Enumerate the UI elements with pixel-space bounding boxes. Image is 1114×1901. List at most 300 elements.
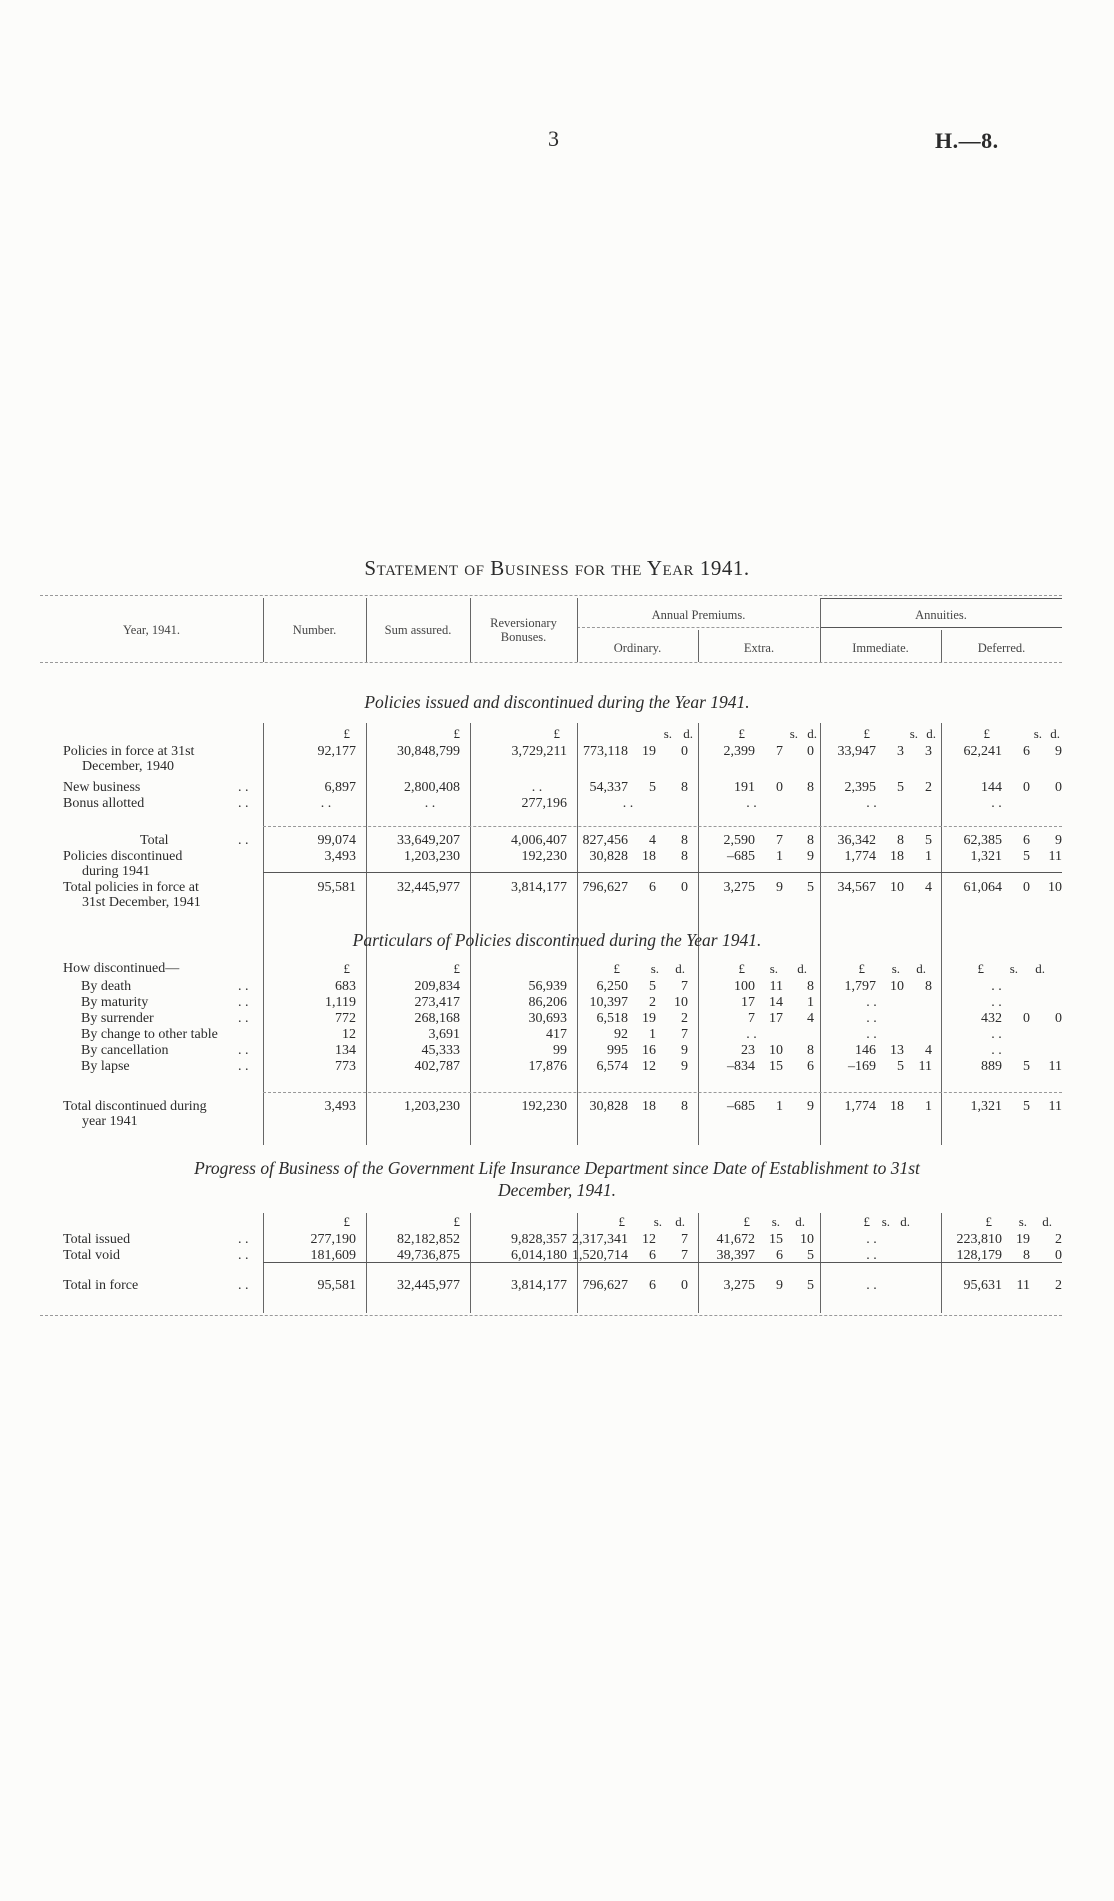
deferred-empty: . . (991, 1043, 1002, 1058)
extra-shillings: 15 (769, 1059, 783, 1074)
ordinary-pounds: 6,574 (596, 1059, 628, 1074)
header-deferred: Deferred. (977, 641, 1026, 655)
ordinary-pence: 0 (681, 1278, 688, 1293)
number-cell: 181,609 (310, 1248, 356, 1263)
deferred-shillings: 5 (1023, 1059, 1030, 1074)
ordinary-pence: 9 (681, 1059, 688, 1074)
extra-pence: 10 (800, 1232, 814, 1247)
number-cell-empty: . . (320, 796, 332, 811)
sum-cell: 49,736,875 (397, 1248, 460, 1263)
unit-shilling: s. (909, 726, 918, 741)
unit-pence: d. (795, 1214, 805, 1229)
deferred-pounds: 889 (981, 1059, 1002, 1074)
unit-pound: £ (453, 726, 460, 741)
sum-cell: 1,203,230 (404, 849, 460, 864)
extra-shillings: 0 (776, 780, 783, 795)
unit-shilling: s. (789, 726, 798, 741)
immediate-pence: 1 (925, 849, 932, 864)
ordinary-pounds: 995 (607, 1043, 628, 1058)
number-cell: 772 (335, 1011, 356, 1026)
unit-shilling: s. (650, 961, 659, 976)
header-annual-premiums: Annual Premiums. (651, 608, 746, 622)
immediate-pence: 8 (925, 979, 932, 994)
header-ordinary: Ordinary. (613, 641, 662, 655)
ordinary-shillings: 2 (649, 995, 656, 1010)
extra-pounds: 41,672 (716, 1232, 755, 1247)
title-text: Statement of Business for the Year (364, 556, 695, 580)
sum-cell: 30,848,799 (397, 744, 460, 759)
extra-pounds: 191 (734, 780, 755, 795)
unit-pound: £ (738, 726, 745, 741)
deferred-pence: 11 (1048, 849, 1062, 864)
leader-dots: . . (238, 1059, 249, 1074)
leader-dots: . . (238, 995, 249, 1010)
sum-cell: 32,445,977 (397, 1278, 460, 1293)
deferred-shillings: 19 (1016, 1232, 1030, 1247)
immediate-pence: 11 (918, 1059, 932, 1074)
ordinary-pence: 7 (681, 979, 688, 994)
deferred-pounds: 128,179 (956, 1248, 1002, 1263)
unit-pound: £ (618, 1214, 625, 1229)
row-label: Policies in force at 31st (63, 744, 195, 759)
extra-pence: 8 (807, 1043, 814, 1058)
header-year: Year, 1941. (123, 623, 180, 637)
deferred-shillings: 11 (1016, 1278, 1030, 1293)
deferred-shillings: 8 (1023, 1248, 1030, 1263)
deferred-empty: . . (991, 979, 1002, 994)
ordinary-shillings: 6 (649, 1278, 656, 1293)
immediate-pence: 1 (925, 1099, 932, 1114)
unit-pound: £ (863, 1214, 870, 1229)
section1-subtotal-rule (263, 826, 1062, 827)
unit-pound: £ (613, 961, 620, 976)
extra-shillings: 1 (776, 849, 783, 864)
immediate-shillings: 5 (897, 1059, 904, 1074)
unit-pence: d. (926, 726, 936, 741)
leader-dots: . . (238, 1043, 249, 1058)
immediate-empty: . . (866, 1232, 877, 1247)
row-label: By cancellation (81, 1043, 169, 1058)
col-divider (698, 1213, 699, 1313)
ordinary-shillings: 12 (642, 1232, 656, 1247)
number-cell: 92,177 (317, 744, 356, 759)
immediate-pounds: 36,342 (837, 833, 876, 848)
extra-shillings: 14 (769, 995, 783, 1010)
immediate-shillings: 10 (890, 880, 904, 895)
deferred-empty: . . (991, 1027, 1002, 1042)
bonus-cell: 277,196 (521, 796, 567, 811)
deferred-pounds: 62,385 (963, 833, 1002, 848)
unit-pound: £ (453, 961, 460, 976)
bonus-cell-empty: . . (531, 780, 543, 795)
extra-empty: . . (746, 796, 757, 811)
row-label: New business (63, 780, 141, 795)
immediate-pounds: 1,774 (844, 849, 876, 864)
immediate-shillings: 13 (890, 1043, 904, 1058)
header-reversionary: Reversionary (490, 616, 557, 630)
extra-pence: 8 (807, 979, 814, 994)
bonus-cell: 86,206 (528, 995, 567, 1010)
bonus-cell: 17,876 (528, 1059, 567, 1074)
immediate-pence: 5 (925, 833, 932, 848)
sum-cell: 273,417 (414, 995, 460, 1010)
number-cell: 6,897 (324, 780, 356, 795)
ordinary-pence: 8 (681, 849, 688, 864)
leader-dots: . . (238, 979, 249, 994)
extra-pence: 9 (807, 1099, 814, 1114)
deferred-shillings: 5 (1023, 849, 1030, 864)
row-label: By surrender (81, 1011, 154, 1026)
unit-pound: £ (343, 961, 350, 976)
deferred-pence: 10 (1048, 880, 1062, 895)
unit-shilling: s. (769, 961, 778, 976)
extra-pence: 6 (807, 1059, 814, 1074)
bonus-cell: 9,828,357 (511, 1232, 567, 1247)
ordinary-shillings: 18 (642, 849, 656, 864)
unit-pound: £ (743, 1214, 750, 1229)
ordinary-pounds: 10,397 (589, 995, 628, 1010)
col-divider (577, 1213, 578, 1313)
ordinary-pence: 8 (681, 780, 688, 795)
header-bottom-rule (40, 662, 1062, 663)
immediate-shillings: 18 (890, 849, 904, 864)
section1-heading: Policies issued and discontinued during the Year 1941. (364, 692, 750, 712)
ordinary-pounds: 30,828 (589, 849, 628, 864)
ordinary-shillings: 19 (642, 1011, 656, 1026)
unit-shilling: s. (771, 1214, 780, 1229)
immediate-pounds: 33,947 (837, 744, 876, 759)
extra-pence: 5 (807, 1278, 814, 1293)
immediate-pence: 2 (925, 780, 932, 795)
annuities-sub-rule (820, 627, 1062, 628)
immediate-shillings: 18 (890, 1099, 904, 1114)
ordinary-pence: 7 (681, 1248, 688, 1263)
immediate-pounds: 1,797 (844, 979, 876, 994)
deferred-shillings: 0 (1023, 1011, 1030, 1026)
unit-pence: d. (1042, 1214, 1052, 1229)
sum-cell: 3,691 (428, 1027, 460, 1042)
deferred-pounds: 1,321 (970, 1099, 1002, 1114)
extra-pence: 4 (807, 1011, 814, 1026)
sum-cell: 402,787 (414, 1059, 460, 1074)
number-cell: 683 (335, 979, 356, 994)
header-bonuses: Bonuses. (500, 630, 547, 644)
deferred-pounds: 95,631 (963, 1278, 1002, 1293)
section2-heading: Particulars of Policies discontinued during the Year 1941. (352, 930, 762, 950)
extra-pounds: 100 (734, 979, 755, 994)
col-divider (263, 1213, 264, 1313)
ordinary-pounds: 30,828 (589, 1099, 628, 1114)
extra-pounds: –685 (727, 1099, 755, 1114)
leader-dots: . . (238, 1248, 249, 1263)
row-label: Total policies in force at (63, 880, 199, 895)
deferred-shillings: 0 (1023, 780, 1030, 795)
extra-pence: 9 (807, 849, 814, 864)
ordinary-pounds: 6,518 (596, 1011, 628, 1026)
deferred-pounds: 1,321 (970, 849, 1002, 864)
leader-dots: . . (238, 796, 249, 811)
extra-pence: 1 (807, 995, 814, 1010)
extra-shillings: 10 (769, 1043, 783, 1058)
title-year: 1941. (699, 556, 750, 580)
immediate-shillings: 3 (897, 744, 904, 759)
ordinary-pounds: 773,118 (583, 744, 628, 759)
unit-pound: £ (738, 961, 745, 976)
ordinary-pounds: 796,627 (582, 880, 628, 895)
immediate-empty: . . (866, 995, 877, 1010)
deferred-pence: 2 (1055, 1232, 1062, 1247)
extra-pounds: 17 (741, 995, 755, 1010)
deferred-pence: 0 (1055, 1248, 1062, 1263)
row-label: Total issued (63, 1232, 131, 1247)
immediate-pence: 4 (925, 1043, 932, 1058)
ordinary-pounds: 827,456 (582, 833, 628, 848)
immediate-empty: . . (866, 796, 877, 811)
number-cell: 95,581 (317, 880, 356, 895)
bonus-cell: 30,693 (528, 1011, 567, 1026)
extra-pounds: 2,590 (723, 833, 755, 848)
extra-shillings: 9 (776, 880, 783, 895)
bonus-cell: 417 (546, 1027, 567, 1042)
deferred-shillings: 0 (1023, 880, 1030, 895)
leader-dots: . . (238, 1011, 249, 1026)
row-label: Total in force (63, 1278, 139, 1293)
deferred-pounds: 223,810 (956, 1232, 1002, 1247)
sum-cell: 45,333 (421, 1043, 460, 1058)
section3-heading-line1: Progress of Business of the Government Life Insurance Department since Date of Establishment to 31st (194, 1158, 920, 1178)
bonus-cell: 6,014,180 (511, 1248, 567, 1263)
bonus-cell: 99 (553, 1043, 567, 1058)
page-reference: H.—8. (935, 128, 999, 153)
leader-dots: . . (238, 1278, 249, 1293)
unit-pence: d. (675, 961, 685, 976)
bonus-cell: 3,814,177 (511, 1278, 567, 1293)
unit-pence: d. (683, 726, 693, 741)
bonus-cell: 3,729,211 (511, 744, 567, 759)
extra-shillings: 11 (769, 979, 783, 994)
number-cell: 99,074 (317, 833, 356, 848)
col-divider (470, 1213, 471, 1313)
ordinary-shillings: 5 (649, 780, 656, 795)
leader-dots: . . (238, 780, 249, 795)
number-cell: 3,493 (324, 849, 356, 864)
unit-pound: £ (453, 1214, 460, 1229)
sum-cell: 268,168 (414, 1011, 460, 1026)
deferred-pence: 0 (1055, 1011, 1062, 1026)
extra-empty: . . (746, 1027, 757, 1042)
unit-pound: £ (985, 1214, 992, 1229)
row-label-continued: 31st December, 1941 (82, 895, 201, 910)
deferred-empty: . . (991, 796, 1002, 811)
immediate-shillings: 8 (897, 833, 904, 848)
row-label: Total discontinued during (63, 1099, 207, 1114)
unit-pound: £ (858, 961, 865, 976)
deferred-pence: 11 (1048, 1059, 1062, 1074)
extra-shillings: 6 (776, 1248, 783, 1263)
deferred-empty: . . (991, 995, 1002, 1010)
ordinary-shillings: 1 (649, 1027, 656, 1042)
extra-pounds: 2,399 (723, 744, 755, 759)
extra-shillings: 7 (776, 833, 783, 848)
unit-pence: d. (1035, 961, 1045, 976)
sum-cell: 32,445,977 (397, 880, 460, 895)
deferred-pence: 0 (1055, 780, 1062, 795)
ordinary-pence: 0 (681, 744, 688, 759)
extra-pounds: 38,397 (716, 1248, 755, 1263)
unit-pound: £ (343, 1214, 350, 1229)
extra-pence: 5 (807, 1248, 814, 1263)
deferred-pence: 11 (1048, 1099, 1062, 1114)
row-label: Total void (63, 1248, 120, 1263)
statement-title (0, 556, 1114, 581)
number-cell: 277,190 (310, 1232, 356, 1247)
deferred-shillings: 6 (1023, 744, 1030, 759)
immediate-pounds: 1,774 (844, 1099, 876, 1114)
section2-total-rule (263, 1092, 1062, 1093)
unit-pound: £ (977, 961, 984, 976)
extra-pounds: –685 (727, 849, 755, 864)
extra-shillings: 9 (776, 1278, 783, 1293)
row-label: Policies discontinued (63, 849, 183, 864)
deferred-pounds: 62,241 (963, 744, 1002, 759)
ordinary-pence: 8 (681, 833, 688, 848)
number-cell: 1,119 (325, 995, 356, 1010)
unit-pence: d. (916, 961, 926, 976)
immediate-pence: 3 (925, 744, 932, 759)
header-annuities: Annuities. (915, 608, 967, 622)
bonus-cell: 192,230 (521, 849, 567, 864)
deferred-pounds: 61,064 (963, 880, 1002, 895)
number-cell: 773 (335, 1059, 356, 1074)
ordinary-pounds: 92 (614, 1027, 628, 1042)
row-label: Bonus allotted (63, 796, 145, 811)
unit-pence: d. (797, 961, 807, 976)
extra-pounds: 7 (748, 1011, 755, 1026)
ordinary-pence: 2 (681, 1011, 688, 1026)
extra-pounds: 23 (741, 1043, 755, 1058)
ordinary-shillings: 4 (649, 833, 656, 848)
header-immediate: Immediate. (852, 641, 909, 655)
deferred-shillings: 6 (1023, 833, 1030, 848)
immediate-shillings: 10 (890, 979, 904, 994)
section3-heading (0, 1158, 1114, 1202)
bonus-cell: 3,814,177 (511, 880, 567, 895)
deferred-pounds: 432 (981, 1011, 1002, 1026)
deferred-pence: 9 (1055, 744, 1062, 759)
row-label: By maturity (81, 995, 149, 1010)
deferred-pounds: 144 (981, 780, 1002, 795)
ordinary-pounds: 796,627 (582, 1278, 628, 1293)
ordinary-pounds: 1,520,714 (572, 1248, 628, 1263)
number-cell: 12 (342, 1027, 356, 1042)
immediate-empty: . . (866, 1248, 877, 1263)
ordinary-pounds: 54,337 (589, 780, 628, 795)
how-discontinued-label: How discontinued— (63, 961, 180, 976)
col-divider (820, 1213, 821, 1313)
ordinary-pence: 8 (681, 1099, 688, 1114)
number-cell: 95,581 (317, 1278, 356, 1293)
row-label-continued: December, 1940 (82, 759, 174, 774)
unit-shilling: s. (1009, 961, 1018, 976)
row-label-continued: during 1941 (82, 864, 151, 879)
page-number: 3 (548, 126, 559, 151)
col-divider (366, 1213, 367, 1313)
number-cell: 134 (335, 1043, 356, 1058)
immediate-empty: . . (866, 1011, 877, 1026)
sum-cell: 1,203,230 (404, 1099, 460, 1114)
ordinary-pence: 7 (681, 1027, 688, 1042)
extra-pence: 0 (807, 744, 814, 759)
leader-dots: . . (238, 1232, 249, 1247)
col-divider (941, 1213, 942, 1313)
immediate-pounds: –169 (848, 1059, 876, 1074)
sum-cell: 82,182,852 (397, 1232, 460, 1247)
section3-heading-line2: December, 1941. (497, 1179, 617, 1200)
sum-cell: 209,834 (414, 979, 460, 994)
section1-total-rule (263, 872, 1062, 873)
ordinary-pounds: 2,317,341 (572, 1232, 628, 1247)
immediate-pence: 4 (925, 880, 932, 895)
row-label: By lapse (81, 1059, 130, 1074)
leader-dots: . . (238, 833, 249, 848)
unit-pound: £ (553, 726, 560, 741)
ordinary-shillings: 6 (649, 880, 656, 895)
ordinary-shillings: 5 (649, 979, 656, 994)
immediate-pounds: 34,567 (837, 880, 876, 895)
unit-shilling: s. (1018, 1214, 1027, 1229)
row-label: Total (140, 833, 169, 848)
unit-pound: £ (863, 726, 870, 741)
header-sum-assured: Sum assured. (384, 623, 452, 637)
extra-pence: 8 (807, 833, 814, 848)
unit-shilling: s. (663, 726, 672, 741)
header-number: Number. (292, 623, 337, 637)
ordinary-shillings: 12 (642, 1059, 656, 1074)
ordinary-pounds: 6,250 (596, 979, 628, 994)
unit-pound: £ (983, 726, 990, 741)
sum-cell: 33,649,207 (397, 833, 460, 848)
extra-pence: 5 (807, 880, 814, 895)
deferred-pence: 2 (1055, 1278, 1062, 1293)
ordinary-pence: 9 (681, 1043, 688, 1058)
extra-pence: 8 (807, 780, 814, 795)
bonus-cell: 192,230 (521, 1099, 567, 1114)
unit-pence: d. (1050, 726, 1060, 741)
extra-shillings: 7 (776, 744, 783, 759)
row-label: By change to other table (81, 1027, 218, 1042)
ordinary-empty: . . (622, 796, 634, 811)
ordinary-shillings: 19 (642, 744, 656, 759)
row-label: By death (81, 979, 132, 994)
extra-shillings: 17 (769, 1011, 783, 1026)
bonus-cell: 56,939 (528, 979, 567, 994)
unit-pence: d. (900, 1214, 910, 1229)
immediate-pounds: 146 (855, 1043, 876, 1058)
extra-pounds: 3,275 (723, 880, 755, 895)
extra-shillings: 1 (776, 1099, 783, 1114)
immediate-empty: . . (866, 1027, 877, 1042)
unit-shilling: s. (881, 1214, 890, 1229)
table-bottom-rule (40, 1315, 1062, 1316)
unit-shilling: s. (653, 1214, 662, 1229)
ordinary-pence: 0 (681, 880, 688, 895)
row-label-continued: year 1941 (82, 1114, 138, 1129)
unit-pence: d. (675, 1214, 685, 1229)
sum-cell: 2,800,408 (404, 780, 460, 795)
unit-pence: d. (807, 726, 817, 741)
unit-pound: £ (343, 726, 350, 741)
deferred-shillings: 5 (1023, 1099, 1030, 1114)
